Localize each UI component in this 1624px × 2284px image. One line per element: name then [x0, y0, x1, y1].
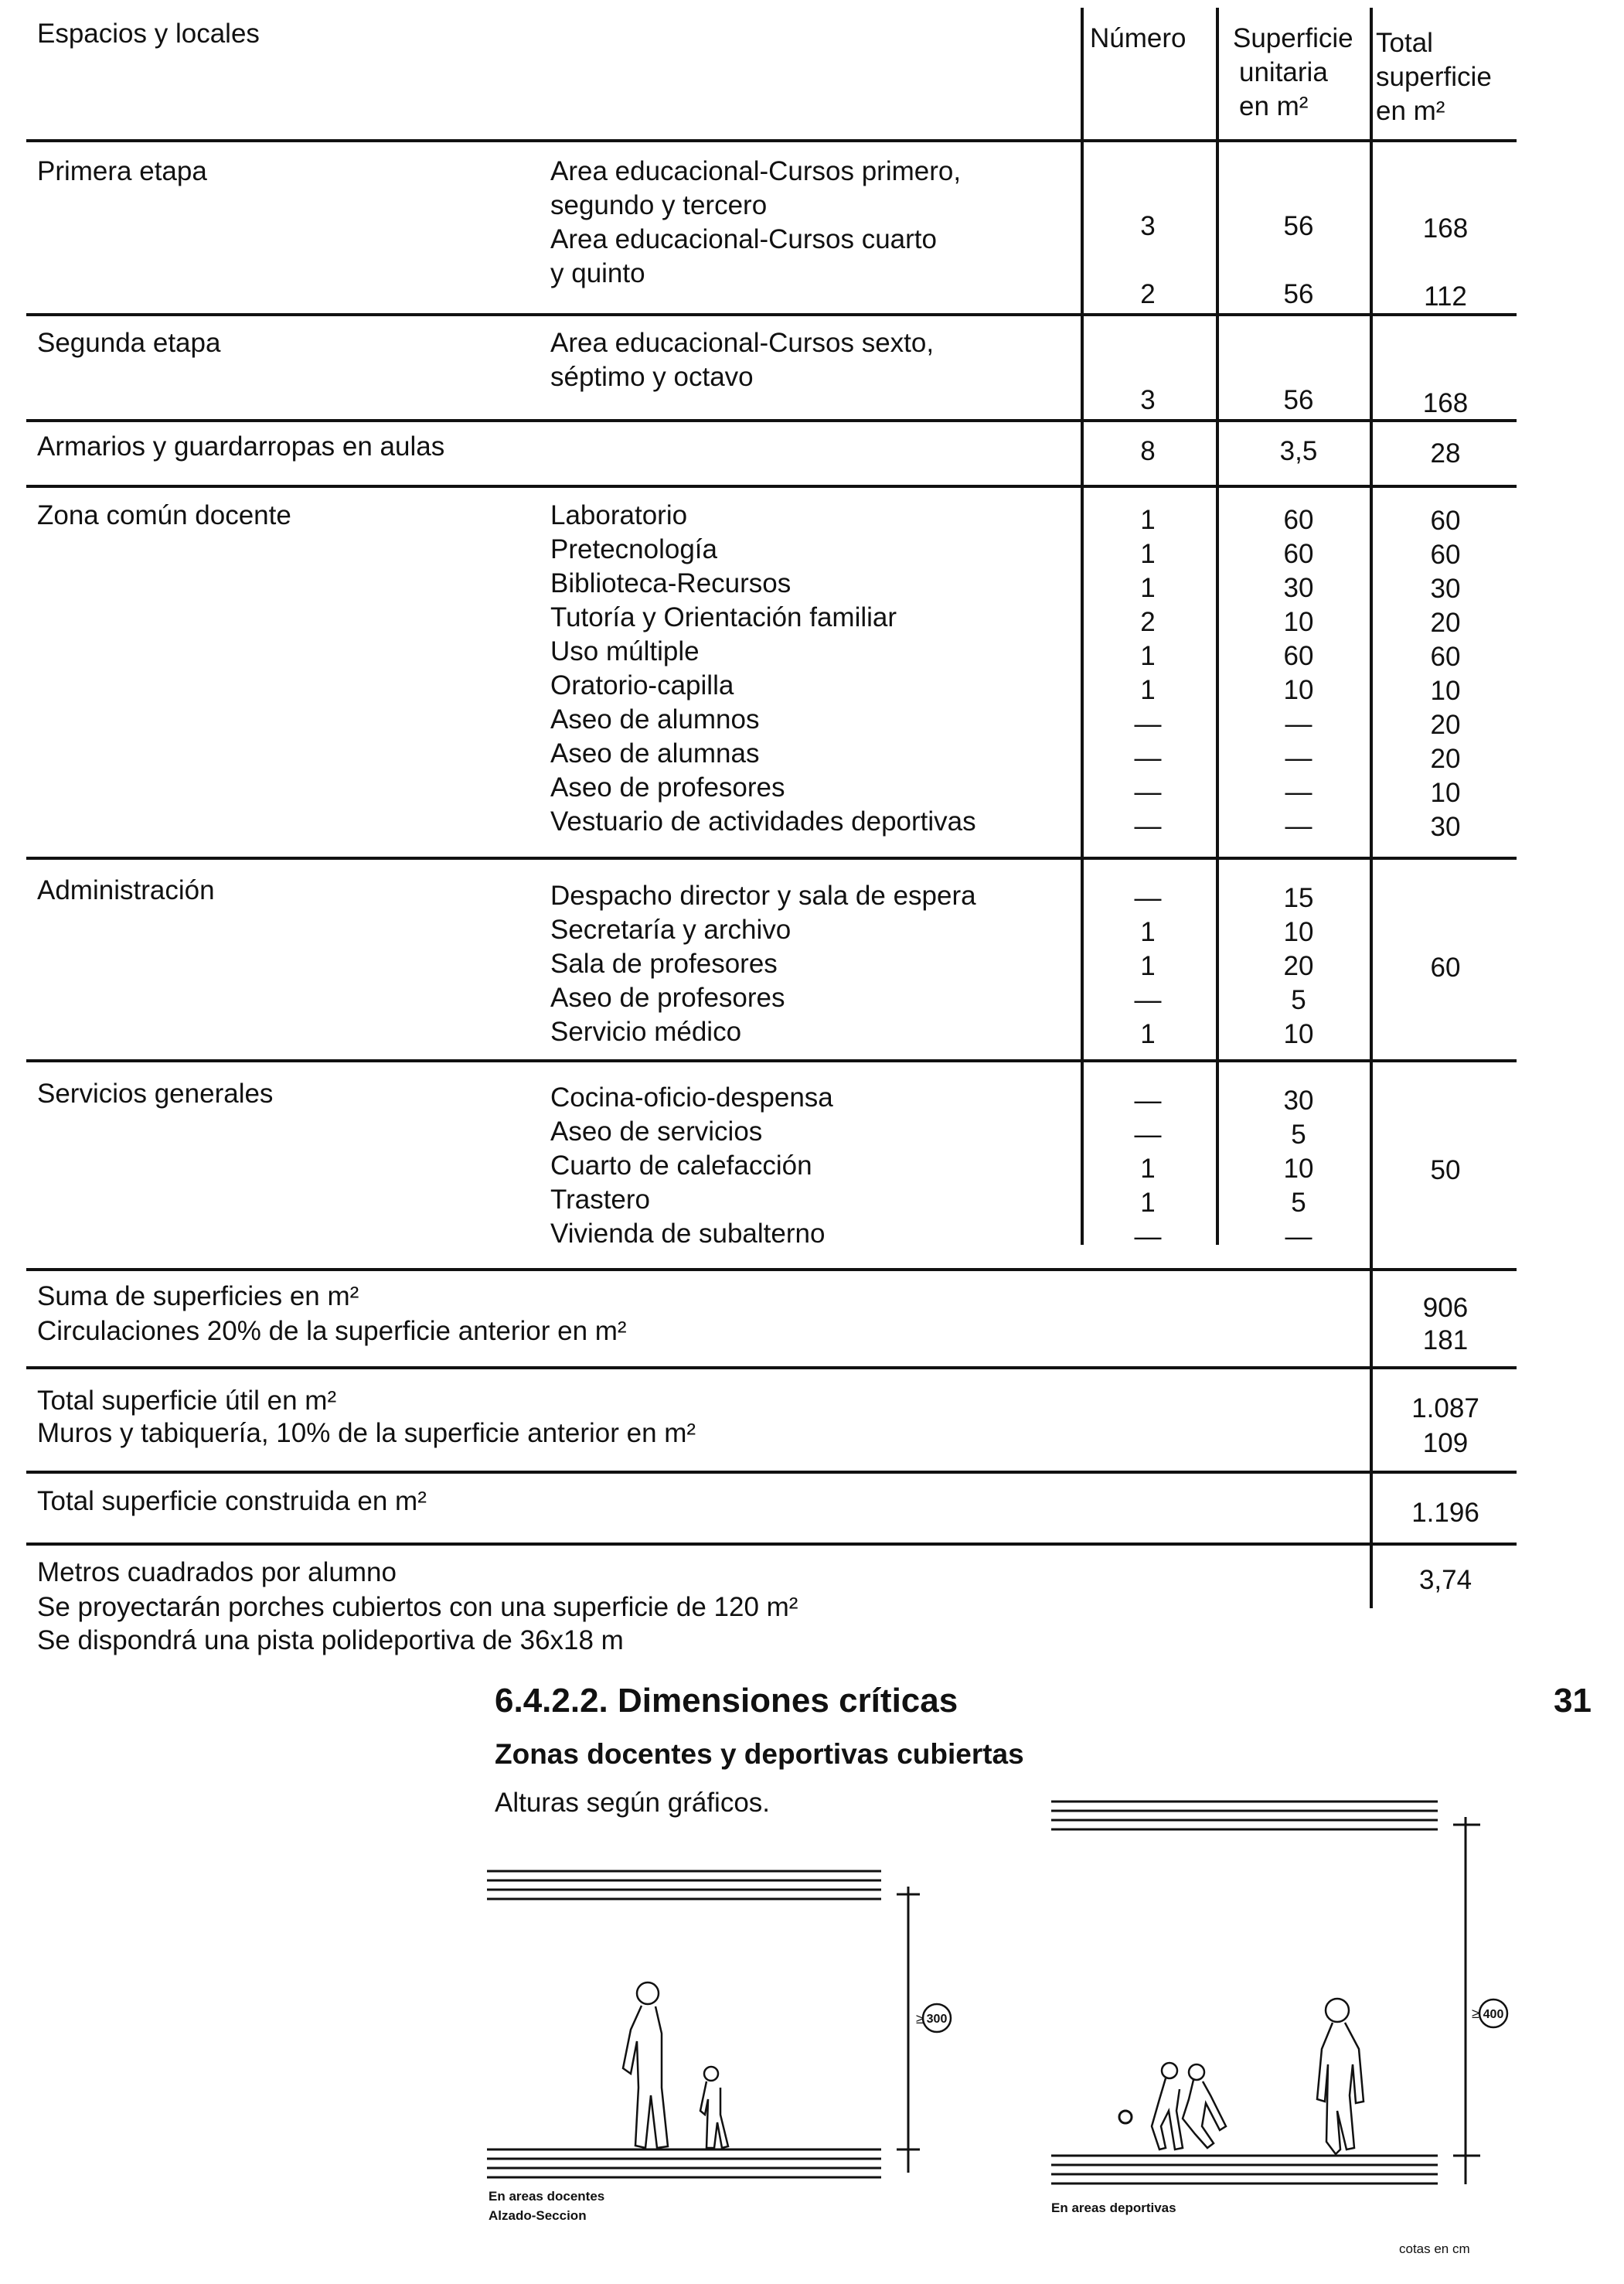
- total-column: [1376, 353, 1515, 421]
- item-label: Servicio médico: [550, 1017, 742, 1047]
- total-cell: [1376, 246, 1515, 280]
- item-label: Oratorio-capilla: [550, 670, 734, 701]
- unit-column: [1229, 176, 1368, 312]
- unit-cell: 10: [1283, 1019, 1314, 1049]
- number-cell: —: [1134, 709, 1162, 739]
- total-cell: 112: [1424, 281, 1467, 312]
- unit-cell: 15: [1283, 883, 1314, 913]
- number-cell: [1090, 244, 1206, 278]
- unit-cell: 30: [1283, 1086, 1314, 1116]
- summary-value: 906: [1422, 1293, 1469, 1323]
- summary-label: Metros cuadrados por alumno: [37, 1557, 397, 1587]
- summary-value: 1.196: [1411, 1498, 1479, 1528]
- header-spaces: Espacios y locales: [37, 19, 260, 49]
- number-cell: 8: [1140, 436, 1156, 466]
- summary-value: 109: [1422, 1428, 1469, 1458]
- total-cell: 20: [1430, 608, 1461, 638]
- item-label: Tutoría y Orientación familiar: [550, 602, 897, 632]
- number-column: [1090, 881, 1206, 1052]
- header-unit-area-2: unitaria: [1239, 57, 1328, 87]
- total-cell: 60: [1430, 953, 1461, 983]
- item-label: Aseo de alumnas: [550, 738, 760, 769]
- header-unit-area-3: en m²: [1239, 91, 1309, 121]
- total-cell: 20: [1430, 710, 1461, 740]
- figure-caption: En areas docentes: [489, 2189, 605, 2204]
- unit-cell: 5: [1291, 1120, 1306, 1150]
- unit-cell: [1229, 176, 1368, 210]
- dimension-prefix: ≥: [1472, 2006, 1479, 2021]
- number-cell: 1: [1140, 539, 1156, 569]
- section-title: 6.4.2.2. Dimensiones críticas: [495, 1682, 958, 1720]
- summary-label: Muros y tabiquería, 10% de la superficie anterior en m²: [37, 1418, 696, 1448]
- number-column: [1090, 349, 1206, 418]
- item-label: Aseo de servicios: [550, 1116, 763, 1147]
- unit-cell: —: [1285, 743, 1312, 773]
- summary-label: Total superficie construida en m²: [37, 1486, 427, 1516]
- unit-cell: [1229, 349, 1368, 384]
- group-items: [550, 326, 934, 394]
- standing-person-icon: [1317, 1999, 1364, 2154]
- row-rule: [26, 1059, 1517, 1062]
- header-total-area-2: superficie: [1376, 62, 1492, 92]
- unit-cell: —: [1285, 777, 1312, 807]
- item-label: Area educacional-Cursos primero,: [550, 156, 962, 186]
- row-rule: [26, 419, 1517, 422]
- unit-cell: —: [1285, 811, 1312, 841]
- row-rule: [26, 1268, 1517, 1271]
- row-rule: [26, 313, 1517, 316]
- child-figure-icon: [700, 2067, 728, 2148]
- unit-cell: 10: [1283, 607, 1314, 637]
- number-cell: [1090, 176, 1206, 210]
- note: Se proyectarán porches cubiertos con una superficie de 120 m²: [37, 1592, 798, 1622]
- header-total-area-1: Total: [1376, 28, 1433, 58]
- unit-column: [1229, 503, 1368, 844]
- summary-label: Circulaciones 20% de la superficie anterior en m²: [37, 1316, 627, 1346]
- number-cell: —: [1134, 811, 1162, 841]
- row-rule: [26, 139, 1517, 142]
- group-name: Armarios y guardarropas en aulas: [37, 431, 445, 462]
- number-cell: —: [1134, 1086, 1162, 1116]
- section-text: Alturas según gráficos.: [495, 1788, 771, 1818]
- item-label: Biblioteca-Recursos: [550, 568, 792, 598]
- unit-cell: 10: [1283, 917, 1314, 947]
- item-label: Aseo de profesores: [550, 983, 785, 1013]
- number-cell: —: [1134, 777, 1162, 807]
- total-cell: 50: [1430, 1155, 1461, 1185]
- item-label: Uso múltiple: [550, 636, 700, 666]
- group-name: Segunda etapa: [37, 328, 221, 358]
- row-rule: [26, 1471, 1517, 1474]
- summary-label: Suma de superficies en m²: [37, 1281, 359, 1311]
- number-cell: —: [1134, 1120, 1162, 1150]
- item-label: Area educacional-Cursos cuarto: [550, 224, 937, 254]
- group-items: [550, 1081, 833, 1251]
- figure-sports-areas: [1044, 1786, 1600, 2204]
- unit-cell: 56: [1283, 279, 1314, 309]
- item-label: Aseo de alumnos: [550, 704, 760, 735]
- header-unit-area-1: Superficie: [1233, 23, 1353, 53]
- total-cell: 28: [1430, 438, 1461, 469]
- number-cell: 1: [1140, 1154, 1156, 1184]
- total-column: [1376, 178, 1515, 314]
- unit-cell: 20: [1283, 951, 1314, 981]
- item-label: Cuarto de calefacción: [550, 1151, 812, 1181]
- number-cell: —: [1134, 883, 1162, 913]
- number-cell: [1090, 349, 1206, 384]
- total-cell: 10: [1430, 676, 1461, 706]
- row-rule: [26, 485, 1517, 488]
- unit-cell: 30: [1283, 573, 1314, 603]
- item-label: Sala de profesores: [550, 949, 778, 979]
- item-label: y quinto: [550, 258, 645, 288]
- number-cell: 3: [1140, 211, 1156, 241]
- summary-value: 3,74: [1418, 1565, 1472, 1595]
- number-cell: 1: [1140, 1019, 1156, 1049]
- number-cell: 1: [1140, 1188, 1156, 1218]
- number-cell: 2: [1140, 607, 1156, 637]
- number-column: [1090, 176, 1206, 312]
- total-cell: 30: [1430, 574, 1461, 604]
- total-cell: 168: [1422, 213, 1469, 244]
- unit-cell: 10: [1283, 1154, 1314, 1184]
- item-label: segundo y tercero: [550, 190, 768, 220]
- section-subtitle: Zonas docentes y deportivas cubiertas: [495, 1738, 1024, 1770]
- number-cell: 3: [1140, 385, 1156, 415]
- number-cell: 1: [1140, 573, 1156, 603]
- total-cell: 60: [1430, 540, 1461, 570]
- total-cell: [1376, 178, 1515, 212]
- row-rule: [26, 1543, 1517, 1546]
- unit-cell: —: [1285, 709, 1312, 739]
- unit-column: [1229, 349, 1368, 418]
- item-label: Cocina-oficio-despensa: [550, 1082, 833, 1113]
- number-cell: —: [1134, 1222, 1162, 1252]
- figure-caption: Alzado-Seccion: [489, 2208, 587, 2223]
- number-cell: —: [1134, 743, 1162, 773]
- number-cell: 1: [1140, 951, 1156, 981]
- number-cell: 1: [1140, 505, 1156, 535]
- item-label: Pretecnología: [550, 534, 717, 564]
- row-rule: [26, 1366, 1517, 1369]
- group-name: Primera etapa: [37, 156, 207, 186]
- item-label: Trastero: [550, 1185, 651, 1215]
- figure-caption: cotas en cm: [1399, 2241, 1470, 2256]
- number-column: [1090, 503, 1206, 844]
- item-label: Area educacional-Cursos sexto,: [550, 328, 935, 358]
- unit-column: [1229, 1084, 1368, 1254]
- unit-cell: 5: [1291, 985, 1306, 1015]
- group-items: [550, 155, 961, 291]
- total-cell: 168: [1422, 388, 1469, 418]
- adult-figure-icon: [623, 1982, 668, 2148]
- item-label: Laboratorio: [550, 500, 688, 530]
- number-column: [1090, 1084, 1206, 1254]
- item-label: Aseo de profesores: [550, 772, 785, 803]
- figure-educational-areas: [479, 1856, 989, 2219]
- total-cell: 10: [1430, 778, 1461, 808]
- number-cell: 1: [1140, 917, 1156, 947]
- item-label: Vivienda de subalterno: [550, 1219, 826, 1249]
- header-unit-area: [1233, 22, 1353, 124]
- players-icon: [1152, 2063, 1226, 2149]
- header-number: Número: [1090, 23, 1187, 53]
- total-column: [1376, 504, 1515, 844]
- unit-cell: 60: [1283, 641, 1314, 671]
- item-label: Vestuario de actividades deportivas: [550, 806, 976, 837]
- unit-column: [1229, 881, 1368, 1052]
- unit-cell: 5: [1291, 1188, 1306, 1218]
- total-cell: 60: [1430, 506, 1461, 536]
- ball-icon: [1119, 2111, 1132, 2123]
- total-cell: 20: [1430, 744, 1461, 774]
- group-name: Administración: [37, 875, 215, 905]
- header-total-area-3: en m²: [1376, 96, 1445, 126]
- group-name: Servicios generales: [37, 1079, 274, 1109]
- group-name: Zona común docente: [37, 500, 291, 530]
- group-items: [550, 879, 976, 1049]
- dimension-value: 300: [926, 2013, 948, 2026]
- unit-cell: 10: [1283, 675, 1314, 705]
- number-cell: —: [1134, 985, 1162, 1015]
- item-label: Secretaría y archivo: [550, 915, 792, 945]
- note: Se dispondrá una pista polideportiva de 36x18 m: [37, 1625, 624, 1655]
- unit-cell: —: [1285, 1222, 1312, 1252]
- unit-cell: [1229, 244, 1368, 278]
- dimension-prefix: ≥: [916, 2011, 924, 2027]
- total-cell: 30: [1430, 812, 1461, 842]
- total-cell: [1376, 353, 1515, 387]
- figure-caption: En areas deportivas: [1051, 2200, 1176, 2215]
- number-cell: 1: [1140, 675, 1156, 705]
- summary-value: 181: [1422, 1325, 1469, 1355]
- group-items: [550, 499, 976, 839]
- dimension-marker: [916, 2004, 951, 2032]
- unit-cell: 3,5: [1279, 436, 1318, 466]
- summary-label: Total superficie útil en m²: [37, 1386, 337, 1416]
- header-total-area: [1376, 26, 1492, 128]
- dimension-value: 400: [1483, 2008, 1504, 2021]
- row-rule: [26, 857, 1517, 860]
- unit-cell: 60: [1283, 505, 1314, 535]
- page-number: 31: [1554, 1682, 1592, 1720]
- total-cell: 60: [1430, 642, 1461, 672]
- dimension-marker: [1472, 1999, 1507, 2027]
- unit-cell: 56: [1283, 385, 1314, 415]
- item-label: Despacho director y sala de espera: [550, 881, 976, 911]
- number-cell: 2: [1140, 279, 1156, 309]
- number-cell: 1: [1140, 641, 1156, 671]
- summary-value: 1.087: [1411, 1393, 1479, 1423]
- item-label: séptimo y octavo: [550, 362, 754, 392]
- unit-cell: 60: [1283, 539, 1314, 569]
- unit-cell: 56: [1283, 211, 1314, 241]
